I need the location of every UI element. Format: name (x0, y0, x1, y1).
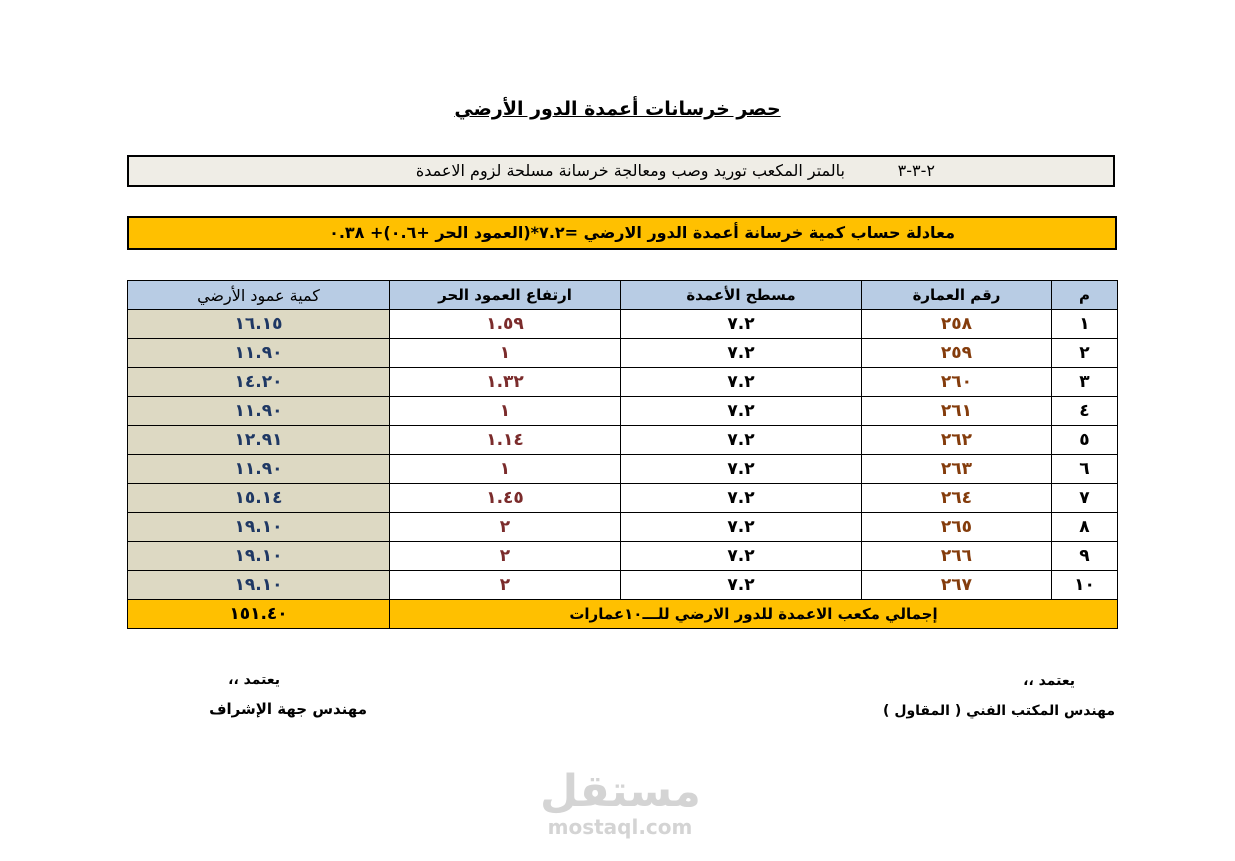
cell-area: ٧.٢ (621, 368, 862, 397)
cell-quantity: ١٢.٩١ (128, 426, 390, 455)
formula-box (127, 216, 1117, 250)
header-quantity: كمية عمود الأرضي (128, 281, 390, 310)
total-value: ١٥١.٤٠ (128, 600, 390, 629)
header-area: مسطح الأعمدة (621, 281, 862, 310)
cell-height: ١.١٤ (390, 426, 621, 455)
cell-m: ٧ (1052, 484, 1118, 513)
page-title-wrap (0, 98, 1235, 120)
cell-building: ٢٦٠ (862, 368, 1052, 397)
table-row (128, 426, 1118, 455)
total-label: إجمالي مكعب الاعمدة للدور الارضي للـــ١٠عمارات (390, 600, 1118, 629)
table-row (128, 484, 1118, 513)
cell-height: ١.٥٩ (390, 310, 621, 339)
cell-height: ٢ (390, 513, 621, 542)
cell-building: ٢٦١ (862, 397, 1052, 426)
cell-quantity: ١١.٩٠ (128, 397, 390, 426)
cell-building: ٢٦٤ (862, 484, 1052, 513)
table-row (128, 455, 1118, 484)
cell-area: ٧.٢ (621, 455, 862, 484)
cell-height: ١ (390, 397, 621, 426)
cell-area: ٧.٢ (621, 571, 862, 600)
cell-m: ١٠ (1052, 571, 1118, 600)
cell-m: ٩ (1052, 542, 1118, 571)
item-description: بالمتر المكعب توريد وصب ومعالجة خرسانة مسلحة لزوم الاعمدة (415, 161, 845, 180)
table-row (128, 397, 1118, 426)
cell-height: ١ (390, 339, 621, 368)
cell-height: ١ (390, 455, 621, 484)
cell-building: ٢٦٣ (862, 455, 1052, 484)
cell-quantity: ١٩.١٠ (128, 571, 390, 600)
cell-height: ٢ (390, 542, 621, 571)
cell-area: ٧.٢ (621, 542, 862, 571)
table-row (128, 571, 1118, 600)
cell-m: ٦ (1052, 455, 1118, 484)
cell-quantity: ١٩.١٠ (128, 542, 390, 571)
item-box (127, 155, 1115, 187)
cell-area: ٧.٢ (621, 339, 862, 368)
cell-building: ٢٦٥ (862, 513, 1052, 542)
watermark-arabic: مستقل (540, 766, 701, 817)
cell-building: ٢٥٩ (862, 339, 1052, 368)
item-code: ٢-٣-٣ (897, 161, 935, 180)
columns-table (127, 280, 1118, 629)
cell-height: ١.٣٢ (390, 368, 621, 397)
cell-m: ٨ (1052, 513, 1118, 542)
cell-m: ٣ (1052, 368, 1118, 397)
table-row (128, 339, 1118, 368)
cell-quantity: ١٤.٢٠ (128, 368, 390, 397)
cell-quantity: ١٥.١٤ (128, 484, 390, 513)
cell-building: ٢٦٢ (862, 426, 1052, 455)
cell-m: ٢ (1052, 339, 1118, 368)
header-height: ارتفاع العمود الحر (390, 281, 621, 310)
cell-quantity: ١٩.١٠ (128, 513, 390, 542)
watermark (540, 768, 700, 838)
cell-m: ٤ (1052, 397, 1118, 426)
watermark-latin: mostaql.com (547, 815, 693, 839)
table-row (128, 368, 1118, 397)
cell-quantity: ١٦.١٥ (128, 310, 390, 339)
table-row (128, 310, 1118, 339)
cell-building: ٢٥٨ (862, 310, 1052, 339)
signature-left-approve: يعتمد ،، (228, 672, 280, 688)
cell-m: ٥ (1052, 426, 1118, 455)
cell-area: ٧.٢ (621, 484, 862, 513)
total-row (128, 600, 1118, 629)
signature-right-approve: يعتمد ،، (1023, 673, 1075, 689)
header-building: رقم العمارة (862, 281, 1052, 310)
cell-quantity: ١١.٩٠ (128, 339, 390, 368)
cell-height: ١.٤٥ (390, 484, 621, 513)
table-row (128, 513, 1118, 542)
signature-right-role: مهندس المكتب الفني ( المقاول ) (883, 703, 1115, 719)
header-m: م (1052, 281, 1118, 310)
cell-area: ٧.٢ (621, 426, 862, 455)
formula-text: معادلة حساب كمية خرسانة أعمدة الدور الارضي =٧.٢*(العمود الحر +٠.٦)+ ٠.٣٨ (329, 223, 955, 242)
signature-left-role: مهندس جهة الإشراف (209, 700, 367, 718)
cell-quantity: ١١.٩٠ (128, 455, 390, 484)
cell-m: ١ (1052, 310, 1118, 339)
cell-area: ٧.٢ (621, 397, 862, 426)
cell-area: ٧.٢ (621, 513, 862, 542)
table-header-row (128, 281, 1118, 310)
page-title: حصر خرسانات أعمدة الدور الأرضي (454, 98, 781, 120)
cell-building: ٢٦٦ (862, 542, 1052, 571)
cell-building: ٢٦٧ (862, 571, 1052, 600)
cell-height: ٢ (390, 571, 621, 600)
table-row (128, 542, 1118, 571)
cell-area: ٧.٢ (621, 310, 862, 339)
